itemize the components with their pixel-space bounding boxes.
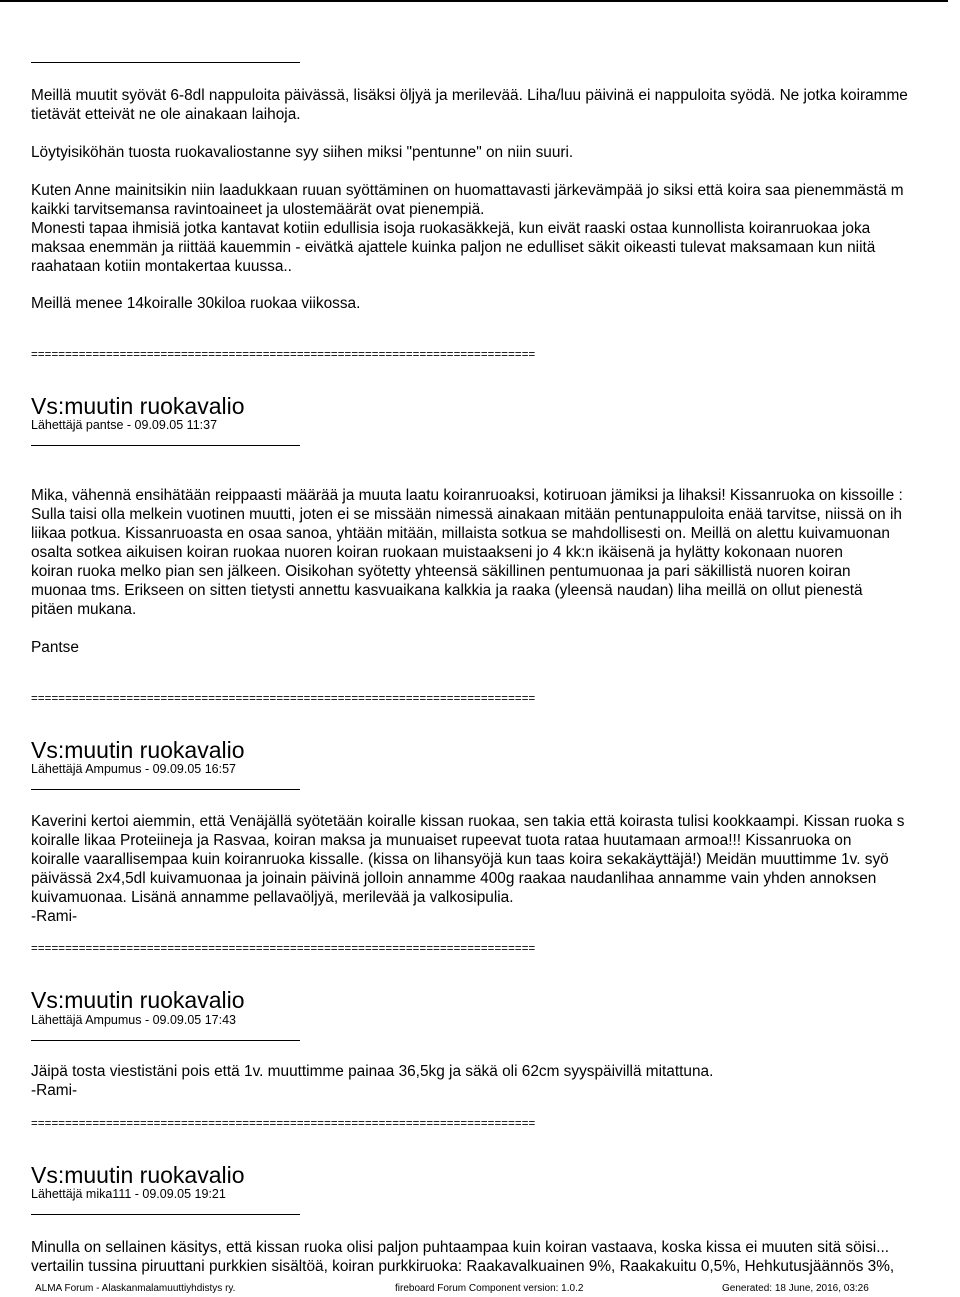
post-paragraph: Mika, vähennä ensihätään reippaasti määrää ja muuta laatu koiranruoaksi, kotiruoan jämiksi ja lihaksi! Kissanruoka on kissoille : Sulla taisi olla melkein vuotinen muutti, joten ei se missään nimessä ainakaan mitään pentunappuloita enää tarvitse, niissä on ih liikaa potkua. Kissanruoasta en osaa sanoa, yhtään mitään, millaista sotkua se mahdollisesti on. Meillä on alettu kuivamuonan osalta sotkea aikuisen koiran ruokaa nuoren koiran ruokaan muistaakseni jo 4 kk:n ikäisenä ja hylätty kokonaan nuoren koiran ruoka melko pian sen jälkeen. Oisikohan syötetty yhteensä säkillinen pentumuonaa ja pari säkillistä nuoren koiran muonaa tms. Erikseen on sitten tietysti annettu kasvuaikana kalkkia ja raaka (yleensä naudan) liha meillä on ollut pienestä pitäen mukana. — [31, 487, 903, 618]
post-paragraph: Kaverini kertoi aiemmin, että Venäjällä syötetään koiralle kissan ruokaa, sen takia että koirasta tulisi kookkaampi. Kissan ruoka s koiralle likaa Proteiineja ja Rasvaa, koiran maksa ja munuaiset rupeevat tuota rataa huutamaan armoa!!! Kissanruoka on koiralle vaarallisempaa kuin koiranruoka kissalle. (kissa on lihansyöjä kun taas koira sekakäyttäjä!) Meidän muuttimme 1v. syö päivässä 2x4,5dl kuivamuonaa ja joinain päivinä jolloin annamme 400g raakaa naudanlihaa annamme vain yhden annoksen kuivamuonaa. Lisänä annamme pellavaöljyä, merilevää ja valkosipulia. -Rami- — [31, 813, 905, 925]
post-divider: ========================================================================== — [31, 349, 536, 361]
post-paragraph: Jäipä tosta viestistäni pois että 1v. muuttimme painaa 36,5kg ja säkä oli 62cm syyspäivillä mitattuna. -Rami- — [31, 1063, 714, 1099]
post-signature: Pantse — [31, 639, 79, 656]
post-separator-line — [31, 62, 300, 63]
post-separator-line — [31, 789, 300, 790]
post-title: Vs:muutin ruokavalio — [31, 737, 245, 763]
post-paragraph: Meillä menee 14koiralle 30kiloa ruokaa viikossa. — [31, 295, 361, 312]
post-paragraph: Meillä muutit syövät 6-8dl nappuloita päivässä, lisäksi öljyä ja merilevää. Liha/luu päivinä ei nappuloita syödä. Ne jotka koiramme tietävät etteivät ne ole ainakaan laihoja. — [31, 87, 908, 123]
post-divider: ========================================================================== — [31, 1118, 536, 1130]
post-meta: Lähettäjä mika111 - 09.09.05 19:21 — [31, 1187, 226, 1201]
post-divider: ========================================================================== — [31, 943, 536, 955]
post-meta: Lähettäjä pantse - 09.09.05 11:37 — [31, 418, 218, 432]
post-paragraph: Löytyisiköhän tuosta ruokavaliostanne syy siihen miksi "pentunne" on niin suuri. — [31, 144, 574, 161]
footer-component-version: fireboard Forum Component version: 1.0.2 — [395, 1283, 584, 1294]
post-meta: Lähettäjä Ampumus - 09.09.05 17:43 — [31, 1013, 237, 1027]
post-separator-line — [31, 445, 300, 446]
footer-generated-date: Generated: 18 June, 2016, 03:26 — [722, 1283, 869, 1294]
post-separator-line — [31, 1214, 300, 1215]
post-title: Vs:muutin ruokavalio — [31, 987, 245, 1013]
post-divider: ========================================================================== — [31, 693, 536, 705]
footer-site-name: ALMA Forum - Alaskanmalamuuttiyhdistys ry. — [35, 1283, 236, 1294]
post-paragraph: Minulla on sellainen käsitys, että kissan ruoka olisi paljon puhtaampaa kuin koiran vastaava, koska kissa ei muuten sitä söisi... vertailin tussina piruuttani purkkien sisältöä, koiran purkkiruoka: Raakavalkuainen 9%, Raakakuitu 0,5%, Hehkutusjäännös 3%, — [31, 1239, 895, 1275]
page-top-rule — [0, 0, 948, 2]
post-separator-line — [31, 1040, 300, 1041]
post-paragraph: Kuten Anne mainitsikin niin laadukkaan ruuan syöttäminen on huomattavasti järkevämpää jo siksi että koira saa pienemmästä m kaikki tarvitsemansa ravintoaineet ja ulostemäärät ovat pienempiä. Monesti tapaa ihmisiä jotka kantavat kotiin edullisia isoja ruokasäkkejä, kun eivät raaski ostaa kunnollista koiranruokaa joka maksaa enemmän ja riittää kauemmin - eivätkä ajattele kuinka paljon ne edulliset säkit oikeasti tulevat maksamaan kun niitä raahataan kotiin montakertaa kuussa.. — [31, 182, 904, 275]
post-meta: Lähettäjä Ampumus - 09.09.05 16:57 — [31, 762, 237, 776]
post-title: Vs:muutin ruokavalio — [31, 1162, 245, 1188]
post-title: Vs:muutin ruokavalio — [31, 393, 245, 419]
